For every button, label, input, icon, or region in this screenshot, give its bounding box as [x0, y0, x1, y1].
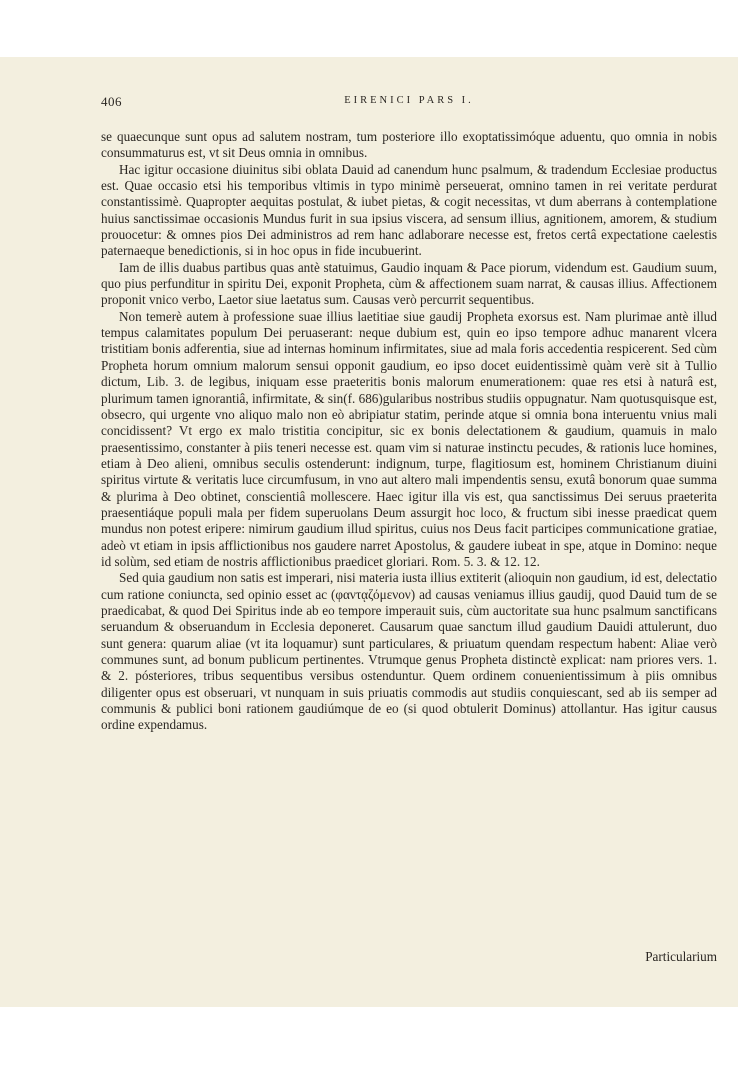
paragraph: Iam de illis duabus partibus quas antè statuimus, Gaudio inquam & Pace piorum, videndum est. Gaudium suum, quo pius perfunditur in spiritu Dei, exponit Propheta, cùm & affectionem suam narrat, & causas illius. Affectionem proponit vnico verbo, Laetor siue laetatus sum. Causas verò percurrit sequentibus.: [101, 259, 717, 308]
paragraph: Hac igitur occasione diuinitus sibi oblata Dauid ad canendum hunc psalmum, & tradendum Ecclesiae productus est. Quae occasio etsi his temporibus vltimis in typo minimè perseuerat, omnino tamen in rei veritate perdurat constantissimè. Quapropter aequitas postulat, & iubet pietas, & cogit necessitas, vt dum aberrans à contemplatione huius sanctissimae occasionis Mundus furit in sua ipsius viscera, ad sensum illius, agnitionem, amorem, & studium prouocetur: & omnes pios Dei administros ad rem hanc adlaborare necesse est, fretos certâ expectatione caelestis paternaeque benedictionis, si in hoc opus in fide incubuerint.: [101, 161, 717, 259]
page-number: 406: [101, 94, 122, 109]
body-text: [101, 129, 717, 734]
paragraph: se quaecunque sunt opus ad salutem nostram, tum posteriore illo exoptatissimóque aduentu, quo omnia in nobis consummaturus est, vt sit Deus omnia in omnibus.: [101, 129, 717, 161]
paragraph: Non temerè autem à professione suae illius laetitiae siue gaudij Propheta exorsus est. Nam plurimae antè illud tempus calamitates populum Dei peruaserant: neque dubium est, quin eo ipso tempore adhuc manarent vlcera tristitiam bonis adferentia, siue ad internas hominum infirmitates, siue ad mala foris accedentia respicerent. Sed cùm Propheta horum omnium malorum sensui opponit gaudium, eo ipso docet euidentissimè quàm verè sit à Tullio dictum, Lib. 3. de legibus, iniquam esse praeteritis bonis malorum enumerationem: quae res etsi à naturâ est, plurimum tamen ignorantiâ, infirmitate, & sin(f. 686)gularibus nostribus studiis oppugnatur. Nam quotusquisque est, obsecro, qui urgente vno aliquo malo non eò abripiatur statim, perinde atque si omnia bona interuentu vnius mali concidissent? Vt ergo ex malo tristitia concipitur, sic ex bonis delectationem & gaudium, quamuis in malo praesentissimo, constanter à piis teneri necesse est. quam vim si naturae instinctu pecudes, & rationis luce homines, etiam à Deo alieni, omnibus seculis ostenderunt: indignum, turpe, flagitiosum est, hominem Christianum diuini spiritus virtute & veritatis luce circumfusum, in vno aut altero mali impendentis sensu, exutâ bonorum quae summa & plurima à Deo obtinet, conscientiâ mollescere. Haec igitur illa vis est, qua sanctissimus Dei seruus praeterita praesentiáque populi mala per fidem superuolans Deum assurgit hoc loco, & fructum sibi inesse praedicat quem mundus non potest eripere: nimirum gaudium illud spiritus, cuius nos Deus facit participes communicatione gratiae, adeò vt etiam in ipsis afflictionibus nos gaudere narret Apostolus, & gaudere iubeat in spe, atque in Domino: neque id solùm, sed etiam de nostris afflictionibus praedicet gloriari. Rom. 5. 3. & 12. 12.: [101, 308, 717, 569]
paragraph: Sed quia gaudium non satis est imperari, nisi materia iusta illius extiterit (alioquin non gaudium, id est, delectatio cum ratione coniuncta, sed opinio esset ac (φαντᾳζόμενον) ad causas veniamus illius gaudij, quod Dauid tum de se praedicabat, & quod Dei Spiritus inde ab eo tempore imperauit suis, cùm auctoritate sua hunc psalmum sanctificans seruandum & obseruandum in Ecclesia deponeret. Causarum quae sanctum illud gaudium Dauidi attulerunt, duo sunt genera: quarum aliae (vt ita loquamur) sunt particulares, & priuatum quendam respectum habent: Aliae verò communes sunt, ad bonum publicum pertinentes. Vtrumque genus Propheta distinctè explicat: nam priores vers. 1. & 2. pósteriores, tribus sequentibus versibus ostenduntur. Quem ordinem conuenientissimum à piis omnibus diligenter opus est obseruari, vt nunquam in suis priuatis commodis aut studiis conquiescant, sed ab iis semper ad communis & publici boni rationem gaudiúmque de eo (si quod obtulerit Dominus) attollantur. Has igitur causus ordine expendamus.: [101, 570, 717, 733]
book-page: [0, 57, 738, 1007]
catchword: Particularium: [645, 949, 717, 964]
page-header: [101, 94, 717, 114]
running-head: EIRENICI PARS I.: [344, 95, 474, 106]
